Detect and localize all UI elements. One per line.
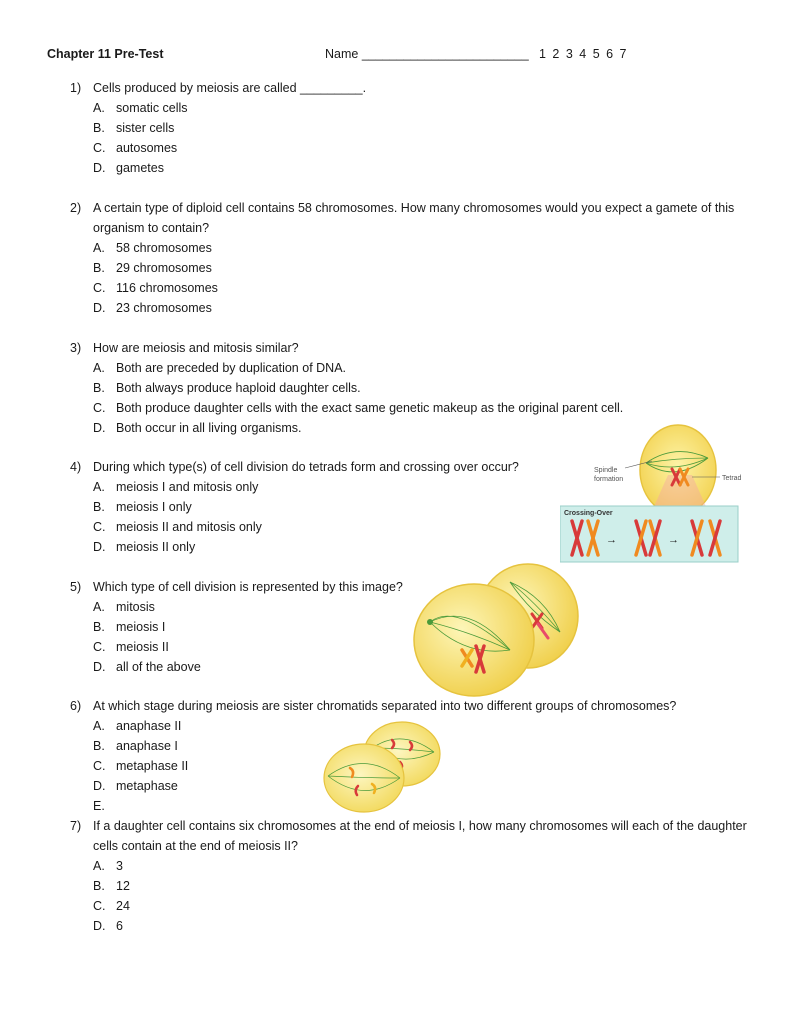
question-number: 7) — [70, 819, 82, 833]
option-b: B. 29 chromosomes — [93, 261, 212, 275]
question-2 — [70, 198, 760, 318]
option-b: B. Both always produce haploid daughter cells. — [93, 381, 361, 395]
question-number: 4) — [70, 460, 82, 474]
question-text: At which stage during meiosis are sister chromatids separated into two different groups of chromosomes? — [93, 699, 677, 713]
option-a: A. meiosis I and mitosis only — [93, 480, 259, 494]
page-title: Chapter 11 Pre-Test — [47, 47, 164, 61]
option-b: B. 12 — [93, 879, 130, 893]
centrosome — [427, 619, 433, 625]
option-c: C. 24 — [93, 899, 130, 913]
option-c: C. meiosis II and mitosis only — [93, 520, 262, 534]
question-text: If a daughter cell contains six chromosomes at the end of meiosis I, how many chromosomes will each of the daughter cells contain at the end of meiosis II? — [93, 819, 747, 853]
option-b: B. meiosis I only — [93, 500, 192, 514]
option-a: A. mitosis — [93, 600, 155, 614]
option-a: A. 3 — [93, 859, 123, 873]
option-a: A. anaphase II — [93, 719, 182, 733]
question-number: 1) — [70, 81, 82, 95]
arrow-icon: → — [668, 534, 679, 546]
crossing-over-label: Crossing-Over — [564, 510, 613, 517]
spindle-label: Spindle — [594, 467, 618, 474]
question-text: Which type of cell division is represented by this image? — [93, 580, 403, 594]
cell-division-figure — [410, 562, 582, 698]
option-d: D. 6 — [93, 919, 123, 933]
arrow-icon: → — [606, 534, 617, 546]
question-number: 3) — [70, 341, 82, 355]
spindle-label: formation — [594, 476, 624, 483]
question-number: 2) — [70, 201, 82, 215]
option-c: C. Both produce daughter cells with the exact same genetic makeup as the original parent cell. — [93, 401, 624, 415]
option-b: B. meiosis I — [93, 620, 166, 634]
option-c: C. metaphase II — [93, 759, 189, 773]
option-c: C. meiosis II — [93, 640, 169, 654]
option-d: D. all of the above — [93, 660, 201, 674]
question-7 — [70, 816, 760, 936]
tetrad-label: Tetrad — [722, 475, 742, 482]
question-text: A certain type of diploid cell contains 58 chromosomes. How many chromosomes would you expect a gamete of this organism to contain? — [93, 201, 735, 235]
name-field: Name ________________________ — [325, 47, 529, 61]
option-c: C. autosomes — [93, 141, 178, 155]
question-6: 6) At which stage during meiosis are sister chromatids separated into two different groups of chromosomes? A. anaphase II B. anaphase I C. metaphase II D. metaphase E. — [70, 696, 760, 796]
meiosis-stage-figure — [322, 718, 444, 816]
crossing-over-figure — [560, 423, 742, 565]
question-text: During which type(s) of cell division do tetrads form and crossing over occur? — [93, 460, 519, 474]
option-d: D. metaphase — [93, 779, 178, 793]
option-d: D. gametes — [93, 161, 164, 175]
question-number: 5) — [70, 580, 82, 594]
option-b: B. anaphase I — [93, 739, 178, 753]
option-b: B. sister cells — [93, 121, 175, 135]
option-c: C. 116 chromosomes — [93, 281, 218, 295]
question-text: How are meiosis and mitosis similar? — [93, 341, 299, 355]
option-a: A. Both are preceded by duplication of DNA. — [93, 361, 346, 375]
option-d: D. Both occur in all living organisms. — [93, 421, 302, 435]
option-a: A. somatic cells — [93, 101, 188, 115]
cell-body — [414, 584, 534, 696]
question-text: Cells produced by meiosis are called _________. — [93, 81, 367, 95]
option-a: A. 58 chromosomes — [93, 241, 212, 255]
question-1 — [70, 78, 760, 178]
option-d: D. meiosis II only — [93, 540, 196, 554]
class-period-numbers: 1 2 3 4 5 6 7 — [539, 47, 627, 61]
option-d: D. 23 chromosomes — [93, 301, 212, 315]
question-number: 6) — [70, 699, 82, 713]
page-header — [47, 47, 747, 65]
